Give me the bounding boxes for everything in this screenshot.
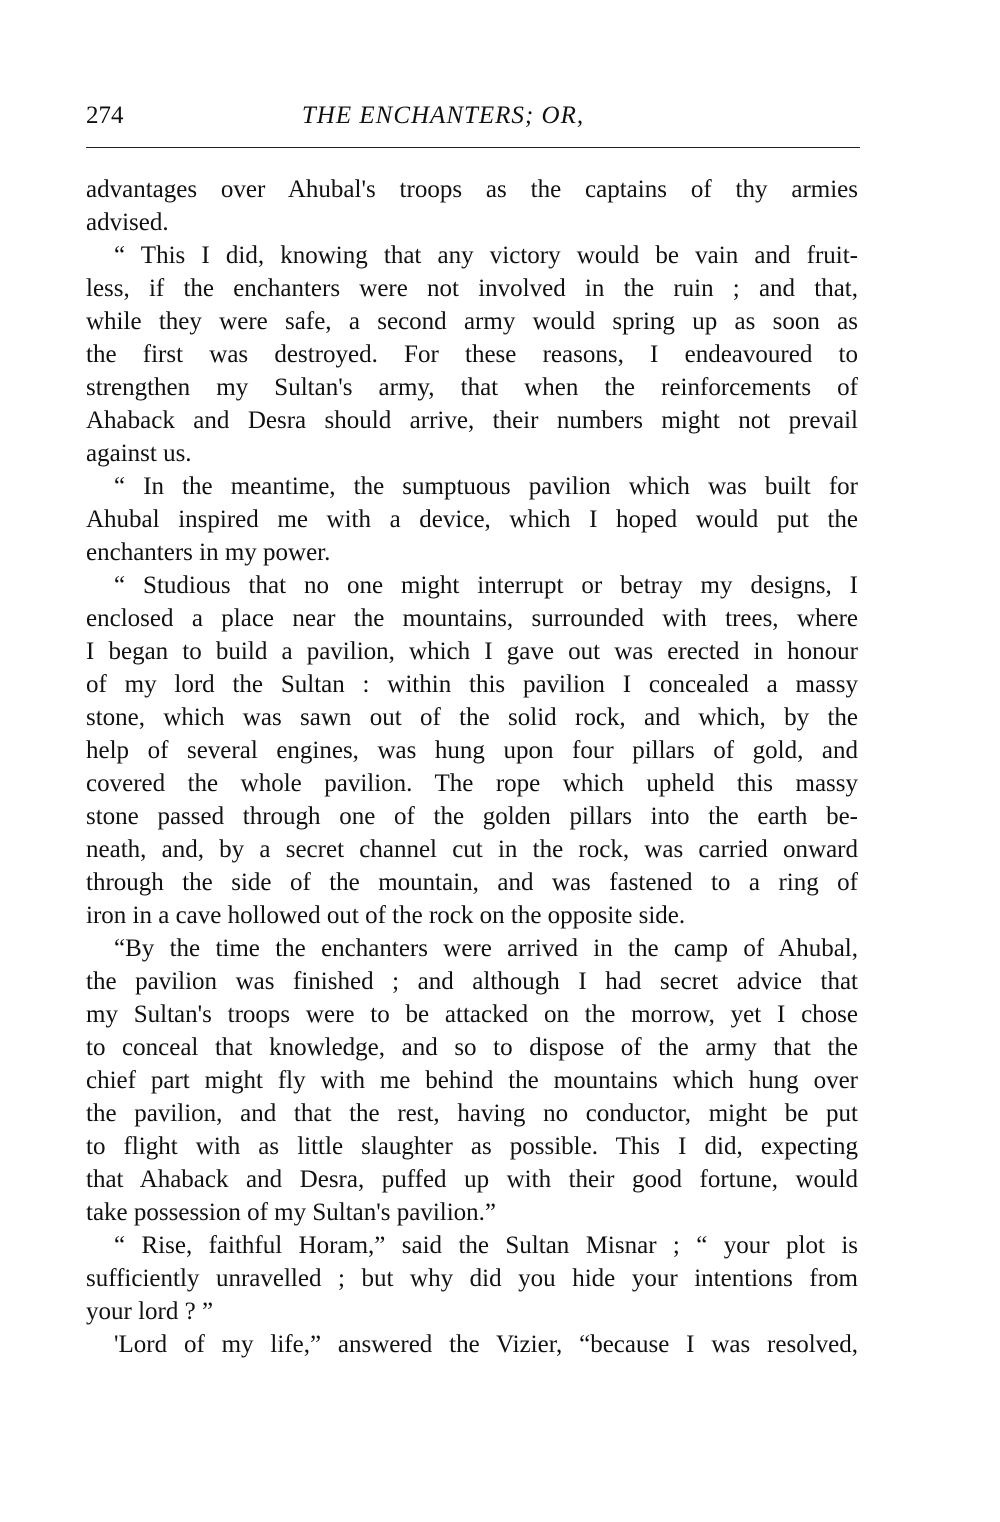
paragraph [86, 1328, 858, 1361]
text-line: strengthen my Sultan's army, that when the reinforcements of [86, 374, 858, 401]
text-line: while they were safe, a second army would spring up as soon as [86, 308, 858, 335]
text-line: advantages over Ahubal's troops as the captains of thy armies [86, 176, 858, 203]
text-line: help of several engines, was hung upon four pillars of gold, and [86, 737, 858, 764]
text-line: Ahubal inspired me with a device, which I hoped would put the [86, 506, 858, 533]
text-line: enclosed a place near the mountains, surrounded with trees, where [86, 605, 858, 632]
text-line: against us. [86, 440, 192, 467]
text-line: I began to build a pavilion, which I gave out was erected in honour [86, 638, 858, 665]
paragraph [86, 470, 858, 569]
text-line: your lord ? ” [86, 1298, 214, 1325]
text-line: advised. [86, 209, 169, 236]
text-line: “ In the meantime, the sumptuous pavilion which was built for [114, 473, 858, 500]
text-line: “By the time the enchanters were arrived in the camp of Ahubal, [114, 935, 858, 962]
text-line: less, if the enchanters were not involved in the ruin ; and that, [86, 275, 858, 302]
text-line: Ahaback and Desra should arrive, their numbers might not prevail [86, 407, 858, 434]
running-title: THE ENCHANTERS; OR, [301, 102, 585, 129]
page-header [86, 99, 860, 132]
text-line: neath, and, by a secret channel cut in the rock, was carried onward [86, 836, 858, 863]
text-line: the first was destroyed. For these reasons, I endeavoured to [86, 341, 858, 368]
text-line: enchanters in my power. [86, 539, 331, 566]
text-line: the pavilion was finished ; and although I had secret advice that [86, 968, 858, 995]
body-text [86, 173, 858, 1361]
header-rule [86, 147, 860, 148]
paragraph [86, 173, 858, 239]
text-line: through the side of the mountain, and was fastened to a ring of [86, 869, 858, 896]
text-line: “ Rise, faithful Horam,” said the Sultan Misnar ; “ your plot is [114, 1232, 858, 1259]
text-line: iron in a cave hollowed out of the rock on the opposite side. [86, 902, 686, 929]
text-line: sufficiently unravelled ; but why did you hide your intentions from [86, 1265, 858, 1292]
page-number: 274 [86, 102, 124, 129]
text-line: stone, which was sawn out of the solid rock, and which, by the [86, 704, 858, 731]
text-line: take possession of my Sultan's pavilion.” [86, 1199, 497, 1226]
text-line: to conceal that knowledge, and so to dispose of the army that the [86, 1034, 858, 1061]
text-line: “ This I did, knowing that any victory would be vain and fruit- [114, 242, 858, 269]
text-line: to flight with as little slaughter as possible. This I did, expecting [86, 1133, 858, 1160]
text-line: of my lord the Sultan : within this pavilion I concealed a massy [86, 671, 858, 698]
paragraph [86, 239, 858, 470]
text-line: the pavilion, and that the rest, having no conductor, might be put [86, 1100, 858, 1127]
text-line: stone passed through one of the golden pillars into the earth be- [86, 803, 858, 830]
text-line: covered the whole pavilion. The rope which upheld this massy [86, 770, 858, 797]
text-line: “ Studious that no one might interrupt or betray my designs, I [114, 572, 858, 599]
paragraph [86, 932, 858, 1229]
text-line: my Sultan's troops were to be attacked on the morrow, yet I chose [86, 1001, 858, 1028]
text-line: that Ahaback and Desra, puffed up with their good fortune, would [86, 1166, 858, 1193]
text-line: 'Lord of my life,” answered the Vizier, “because I was resolved, [114, 1331, 858, 1358]
paragraph [86, 569, 858, 932]
paragraph [86, 1229, 858, 1328]
text-line: chief part might fly with me behind the mountains which hung over [86, 1067, 858, 1094]
